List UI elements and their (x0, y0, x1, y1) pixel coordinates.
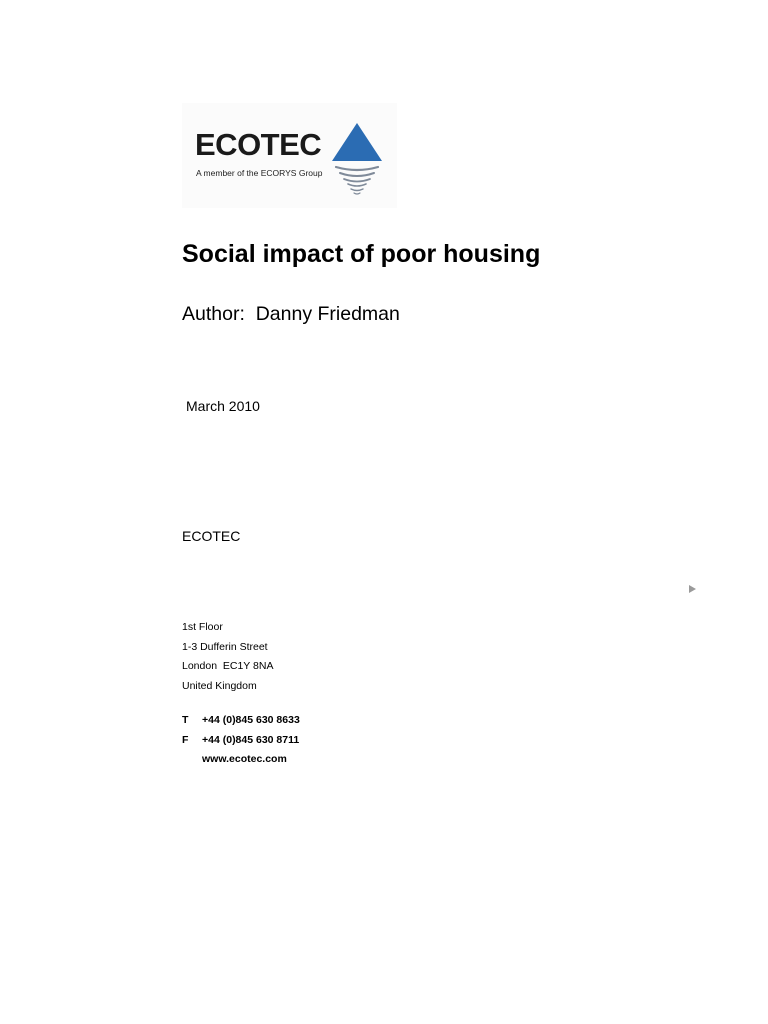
address-line: 1st Floor (182, 621, 223, 633)
address-line: United Kingdom (182, 679, 257, 692)
document-author: Author: Danny Friedman (182, 303, 400, 325)
website-link[interactable]: www.ecotec.com (202, 753, 287, 765)
fax-number: +44 (0)845 630 8711 (202, 733, 300, 746)
phone-number: +44 (0)845 630 8633 (202, 714, 300, 726)
phone-key: T (182, 714, 189, 726)
play-arrow-icon (689, 585, 696, 593)
address-line: 1-3 Dufferin Street (182, 640, 268, 653)
contact-block (182, 712, 300, 771)
organization-name: ECOTEC (182, 528, 241, 544)
fax-key: F (182, 733, 189, 746)
address-line: London EC1Y 8NA (182, 660, 274, 672)
company-logo (182, 103, 397, 208)
logo-wordmark: ECOTEC (195, 127, 322, 162)
document-date: March 2010 (186, 398, 260, 414)
document-title: Social impact of poor housing (182, 240, 541, 268)
logo-mark-icon (330, 121, 384, 197)
address-block (182, 619, 273, 697)
phone-row (182, 712, 300, 732)
logo-tagline: A member of the ECORYS Group (196, 168, 323, 178)
fax-row (182, 732, 300, 752)
